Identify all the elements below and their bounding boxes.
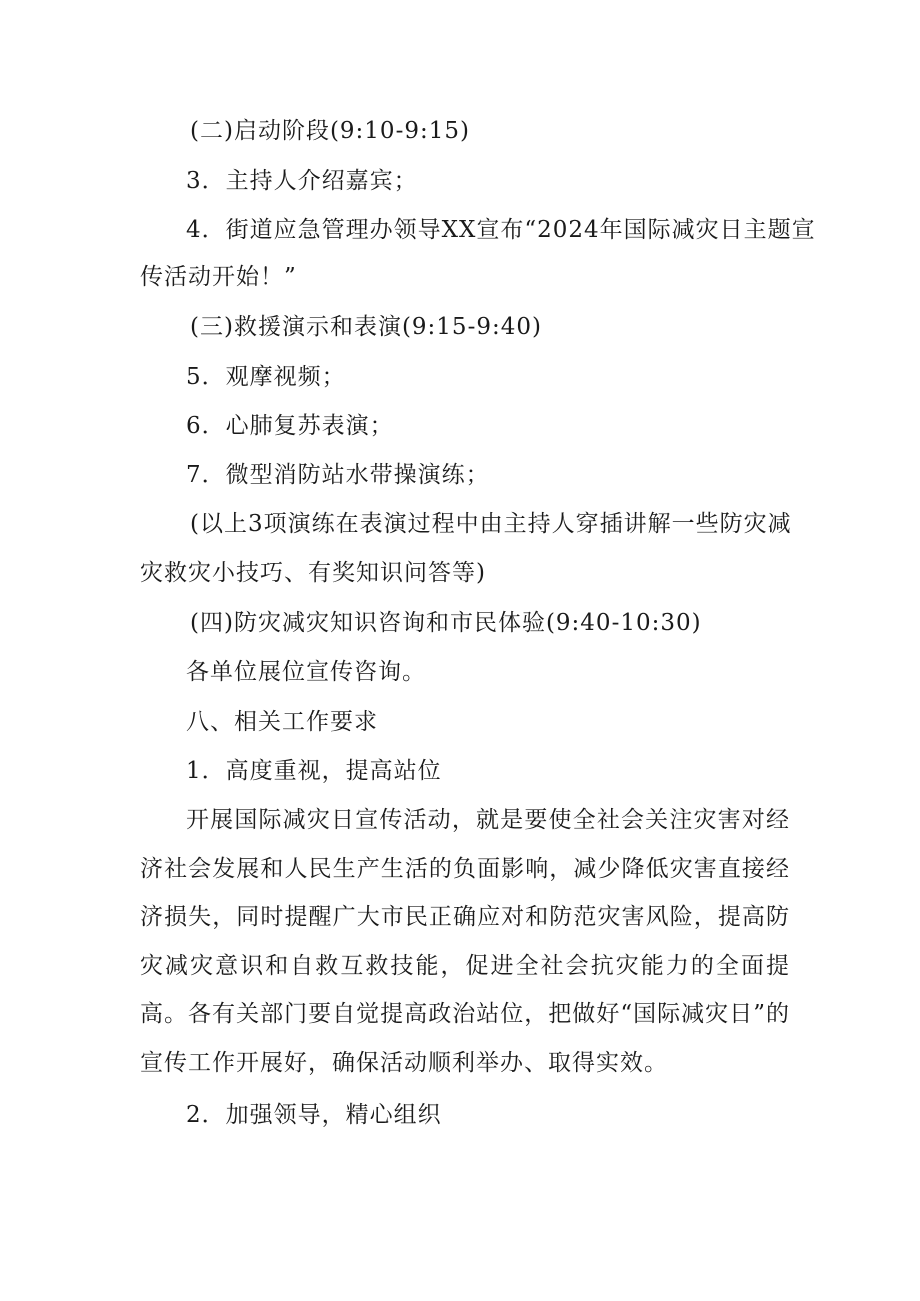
stage4-body: 各单位展位宣传咨询。	[186, 659, 426, 685]
section8-heading: 八、相关工作要求	[186, 709, 378, 735]
requirement-2-title: 2．加强领导，精心组织	[186, 1102, 442, 1128]
item-3: 3．主持人介绍嘉宾；	[186, 168, 418, 194]
note-line1: (以上3项演练在表演过程中由主持人穿插讲解一些防灾减	[190, 511, 792, 537]
item-6: 6．心肺复苏表演；	[186, 413, 394, 439]
item-4-line2: 传活动开始！”	[140, 264, 297, 290]
item-5: 5．观摩视频；	[186, 364, 346, 390]
item-4-line1: 4．街道应急管理办领导XX宣布“2024年国际减灾日主题宣	[186, 217, 816, 243]
stage4-heading: (四)防灾减灾知识咨询和市民体验(9:40-10:30)	[190, 610, 702, 636]
requirement-1-title: 1．高度重视，提高站位	[186, 758, 442, 784]
stage3-heading: (三)救援演示和表演(9:15-9:40)	[190, 314, 542, 340]
note-line2: 灾救灾小技巧、有奖知识问答等)	[140, 560, 486, 586]
requirement-1-body: 开展国际减灾日宣传活动，就是要使全社会关注灾害对经济社会发展和人民生产生活的负面影响，减少降低灾害直接经济损失，同时提醒广大市民正确应对和防范灾害风险，提高防灾减灾意识和自救互救技能，促进全社会抗灾能力的全面提高。各有关部门要自觉提高政治站位，把做好“国际减灾日”的宣传工作开展好，确保活动顺利举办、取得实效。	[140, 807, 790, 1076]
stage2-heading: (二)启动阶段(9:10-9:15)	[190, 118, 470, 144]
item-7: 7．微型消防站水带操演练；	[186, 462, 490, 488]
